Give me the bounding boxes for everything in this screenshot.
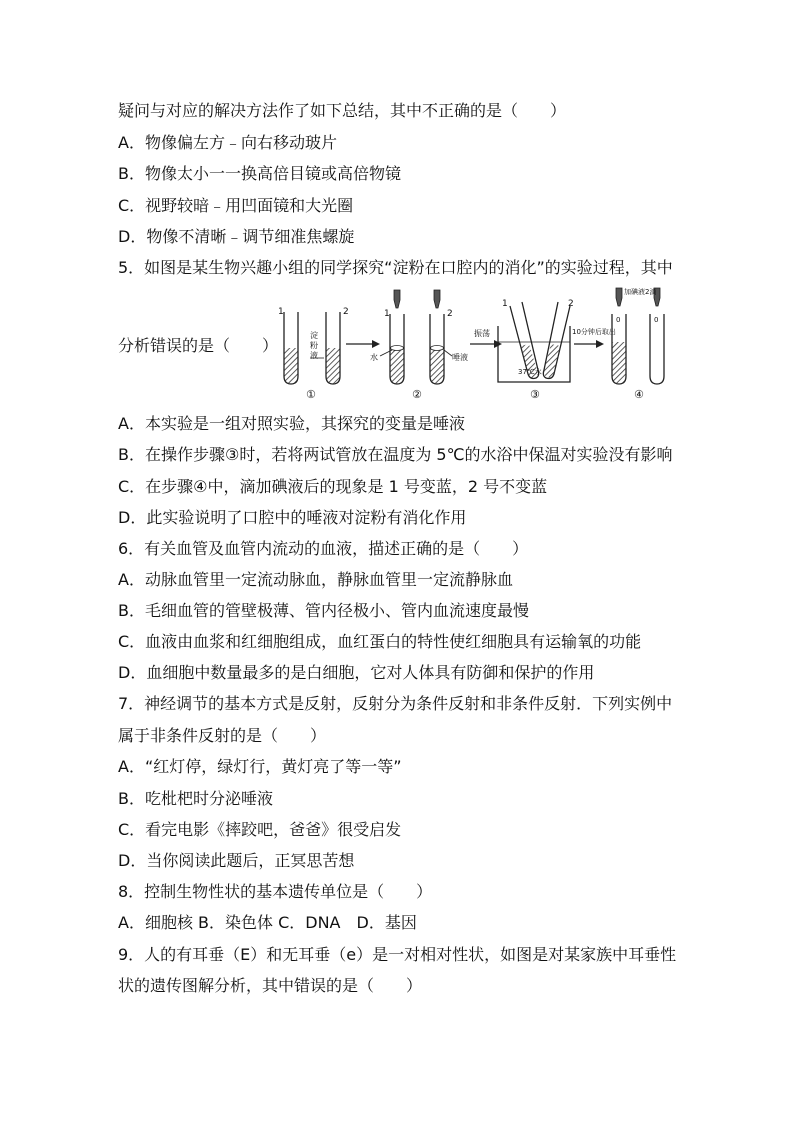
option-b: B．在操作步骤③时，若将两试管放在温度为 5℃的水浴中保温对实验没有影响 — [118, 445, 673, 464]
drop-mark: 0 — [616, 316, 621, 324]
option-d: D．当你阅读此题后，正冥思苦想 — [118, 851, 355, 870]
option-c: C．看完电影《摔跤吧，爸爸》很受启发 — [118, 820, 402, 839]
step-label: ③ — [530, 388, 540, 401]
option-d: D．物像不清晰﹣调节细准焦螺旋 — [118, 227, 355, 246]
starch-label: 淀粉液 — [310, 331, 318, 360]
step-2-tubes — [370, 290, 468, 401]
option-b: B．吃枇杷时分泌唾液 — [118, 789, 273, 808]
step-label: ① — [306, 388, 316, 401]
text-line: 疑问与对应的解决方法作了如下总结，其中不正确的是（ ） — [118, 101, 567, 120]
option-c: C．视野较暗﹣用凹面镜和大光圈 — [118, 196, 354, 215]
option-a: A．动脉血管里一定流动脉血，静脉血管里一定流静脉血 — [118, 570, 513, 589]
iodine-label: 加碘液2滴 — [624, 288, 657, 296]
option-c: C．血液由血浆和红细胞组成，血红蛋白的特性使红细胞具有运输氧的功能 — [118, 632, 642, 651]
question-8-stem: 8．控制生物性状的基本遗传单位是（ ） — [118, 882, 433, 901]
step-4-tubes — [612, 287, 664, 401]
tube-number: 2 — [447, 309, 453, 319]
question-5-stem-cont: 分析错误的是（ ） — [118, 336, 279, 355]
saliva-label: 唾液 — [452, 353, 468, 362]
step-label: ④ — [634, 388, 644, 401]
option-b: B．物像太小一一换高倍目镜或高倍物镜 — [118, 164, 401, 183]
option-d: D．血细胞中数量最多的是白细胞，它对人体具有防御和保护的作用 — [118, 663, 595, 682]
tube-number: 1 — [384, 309, 390, 319]
tube-number: 1 — [502, 299, 508, 309]
drop-mark: 0 — [654, 316, 659, 324]
time-label: 10分钟后取出 — [572, 328, 616, 336]
option-c: C．在步骤④中，滴加碘液后的现象是 1 号变蓝，2 号不变蓝 — [118, 477, 548, 496]
option-a: A．物像偏左方﹣向右移动玻片 — [118, 133, 337, 152]
option-b: B．毛细血管的管壁极薄、管内径极小、管内血流速度最慢 — [118, 601, 529, 620]
question-7-stem-cont: 属于非条件反射的是（ ） — [118, 726, 327, 745]
question-6-stem: 6．有关血管及血管内流动的血液，描述正确的是（ ） — [118, 539, 529, 558]
option-a: A．“红灯停，绿灯行，黄灯亮了等一等” — [118, 757, 402, 776]
option-d: D．此实验说明了口腔中的唾液对淀粉有消化作用 — [118, 508, 467, 527]
option-a: A．本实验是一组对照实验，其探究的变量是唾液 — [118, 414, 465, 433]
question-8-options: A．细胞核 B．染色体 C．DNA D．基因 — [118, 913, 417, 932]
experiment-figure — [272, 286, 684, 404]
water-label: 水 — [370, 353, 378, 362]
question-9-stem-cont: 状的遗传图解分析，其中错误的是（ ） — [118, 976, 423, 995]
tube-number: 2 — [568, 299, 574, 309]
tube-number: 1 — [278, 307, 284, 317]
shake-label: 振荡 — [474, 329, 490, 338]
step-label: ② — [412, 388, 422, 401]
tube-number: 2 — [343, 307, 349, 317]
question-7-stem: 7．神经调节的基本方式是反射，反射分为条件反射和非条件反射．下列实例中 — [118, 694, 673, 713]
step-3-water-bath — [498, 299, 574, 401]
question-9-stem: 9．人的有耳垂（E）和无耳垂（e）是一对相对性状，如图是对某家族中耳垂性 — [118, 945, 677, 964]
question-5-stem: 5．如图是某生物兴趣小组的同学探究“淀粉在口腔内的消化”的实验过程，其中 — [118, 258, 673, 277]
step-1-tubes — [278, 307, 349, 401]
temp-label: 37℃水 — [518, 368, 542, 376]
